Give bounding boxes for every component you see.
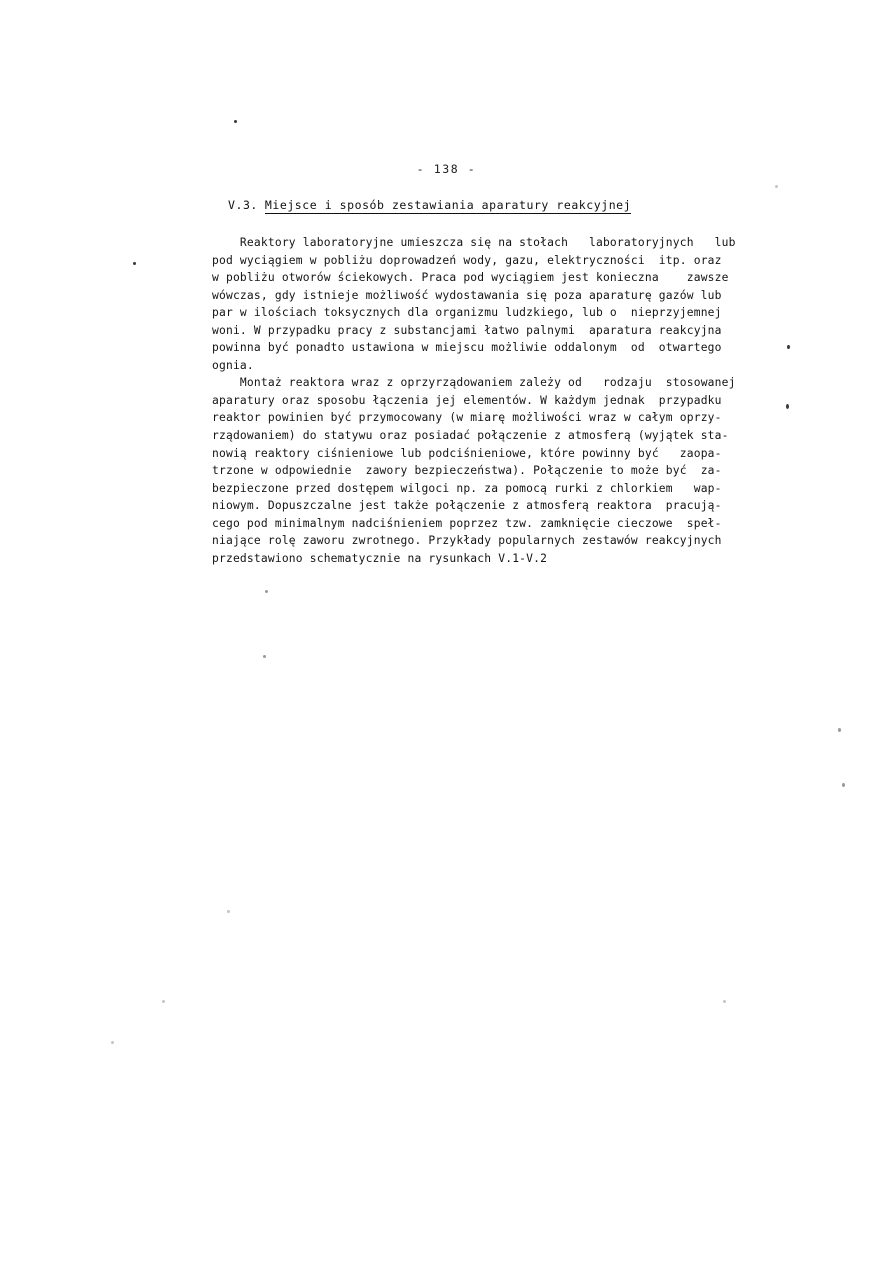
scan-speckle — [265, 590, 268, 593]
text-line: nowią reaktory ciśnieniowe lub podciśnieniowe, które powinny być zaopa- — [212, 446, 722, 460]
scan-speckle — [723, 1000, 726, 1003]
text-line: trzone w odpowiednie zawory bezpieczeństwa). Połączenie to może być za- — [212, 464, 722, 478]
body-text — [212, 234, 738, 567]
text-line: pod wyciągiem w pobliżu doprowadzeń wody, gazu, elektryczności itp. oraz — [212, 253, 722, 267]
text-line: w pobliżu otworów ściekowych. Praca pod wyciągiem jest konieczna zawsze — [212, 271, 729, 285]
text-line: niające rolę zaworu zwrotnego. Przykłady popularnych zestawów reakcyjnych — [212, 534, 722, 548]
paragraph-reactor-assembly — [212, 374, 738, 567]
text-line: cego pod minimalnym nadciśnieniem poprzez tzw. zamknięcie cieczowe speł- — [212, 516, 722, 530]
scan-speckle — [162, 1000, 165, 1003]
scan-speckle — [787, 345, 790, 349]
text-line: rządowaniem) do statywu oraz posiadać połączenie z atmosferą (wyjątek sta- — [212, 429, 729, 443]
scan-speckle — [133, 262, 136, 265]
text-line: bezpieczone przed dostępem wilgoci np. za pomocą rurki z chlorkiem wap- — [212, 481, 722, 495]
scan-speckle — [775, 185, 778, 188]
section-heading — [228, 198, 631, 212]
text-line: Reaktory laboratoryjne umieszcza się na stołach laboratoryjnych lub — [212, 236, 736, 249]
text-line: ognia. — [212, 358, 254, 372]
page-number: - 138 - — [416, 162, 477, 176]
section-title: Miejsce i sposób zestawiania aparatury reakcyjnej — [264, 198, 632, 212]
text-line: reaktor powinien być przymocowany (w miarę możliwości wraz w całym oprzy- — [212, 411, 722, 425]
scan-speckle — [786, 404, 789, 409]
text-line: aparatury oraz sposobu łączenia jej elementów. W każdym jednak przypadku — [212, 393, 722, 407]
paragraph-reactor-placement — [212, 234, 738, 374]
scan-speckle — [838, 728, 841, 732]
section-number: V.3. — [228, 198, 258, 212]
scan-speckle — [111, 1041, 114, 1044]
scan-speckle — [227, 910, 230, 913]
scan-speckle — [234, 120, 237, 123]
text-line: wówczas, gdy istnieje możliwość wydostawania się poza aparaturę gazów lub — [212, 288, 722, 302]
text-line: niowym. Dopuszczalne jest także połączenie z atmosferą reaktora pracują- — [212, 499, 722, 513]
text-line: powinna być ponadto ustawiona w miejscu możliwie oddalonym od otwartego — [212, 341, 722, 355]
text-line: Montaż reaktora wraz z oprzyrządowaniem zależy od rodzaju stosowanej — [212, 376, 736, 390]
scan-speckle — [263, 655, 266, 658]
text-line: par w ilościach toksycznych dla organizmu ludzkiego, lub o nieprzyjemnej — [212, 306, 722, 320]
text-line: woni. W przypadku pracy z substancjami łatwo palnymi aparatura reakcyjna — [212, 323, 722, 337]
scan-speckle — [842, 783, 845, 787]
text-line: przedstawiono schematycznie na rysunkach V.1-V.2 — [212, 551, 548, 565]
